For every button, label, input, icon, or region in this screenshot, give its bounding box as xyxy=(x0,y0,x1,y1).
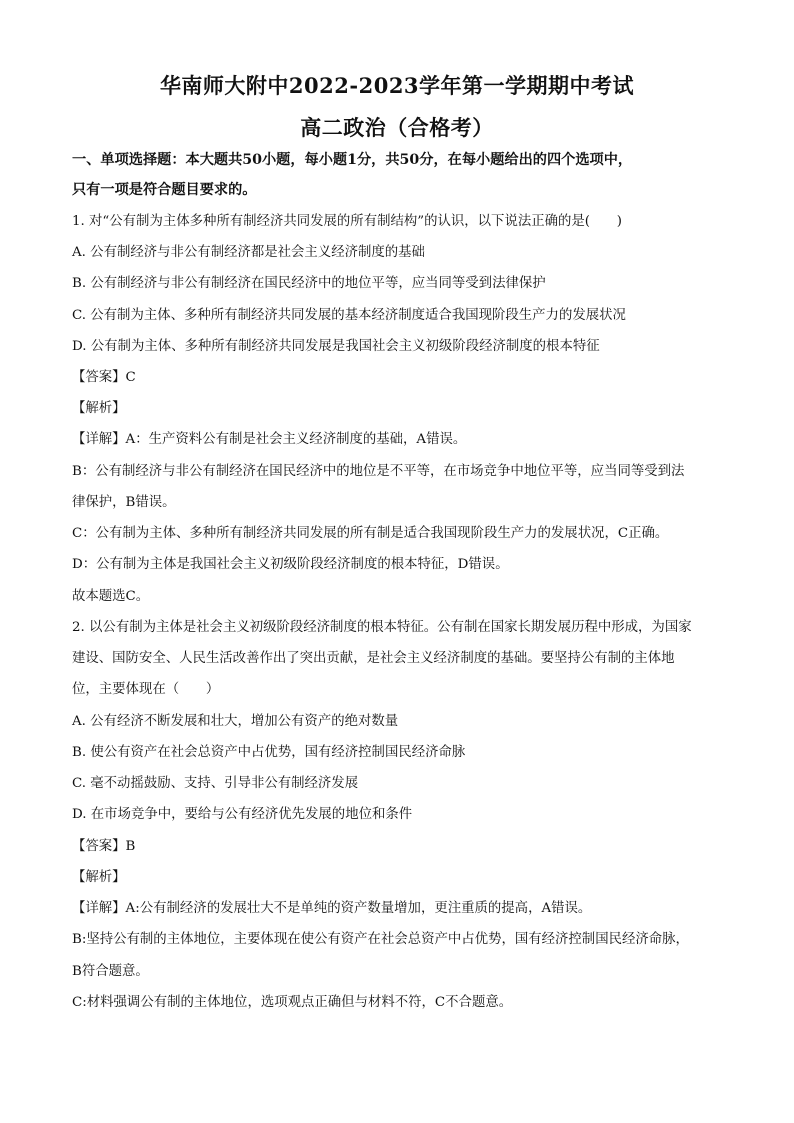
q2-detail-c: C:材料强调公有制的主体地位，选项观点正确但与材料不符，C不合题意。 xyxy=(72,995,513,1010)
q2-option-b: B. 使公有资产在社会总资产中占优势，国有经济控制国民经济命脉 xyxy=(72,745,466,760)
q2-stem-line3: 位，主要体现在（ ） xyxy=(72,682,220,697)
q1-stem: 1. 对“公有制为主体多种所有制经济共同发展的所有制结构”的认识，以下说法正确的是( ) xyxy=(72,214,623,229)
page-title: 华南师大附中2022-2023学年第一学期期中考试 xyxy=(159,73,635,98)
q2-answer: 【答案】B xyxy=(72,839,136,854)
q1-answer: 【答案】C xyxy=(72,370,136,385)
q1-option-d: D. 公有制为主体、多种所有制经济共同发展是我国社会主义初级阶段经济制度的根本特征 xyxy=(72,339,600,354)
q1-detail-a: 【详解】A：生产资料公有制是社会主义经济制度的基础，A错误。 xyxy=(72,432,467,447)
q2-analysis-label: 【解析】 xyxy=(72,870,126,885)
q1-option-c: C. 公有制为主体、多种所有制经济共同发展的基本经济制度适合我国现阶段生产力的发展状况 xyxy=(72,308,626,323)
q1-option-a: A. 公有制经济与非公有制经济都是社会主义经济制度的基础 xyxy=(72,245,425,260)
q2-detail-b-line2: B符合题意。 xyxy=(72,964,149,979)
section-heading-line1: 一、单项选择题：本大题共50小题，每小题1分，共50分，在每小题给出的四个选项中， xyxy=(72,152,633,168)
q2-detail-a: 【详解】A:公有制经济的发展壮大不是单纯的资产数量增加，更注重质的提高，A错误。 xyxy=(72,901,592,916)
q1-detail-c: C：公有制为主体、多种所有制经济共同发展的所有制是适合我国现阶段生产力的发展状况，C正确。 xyxy=(72,526,669,541)
q1-option-b: B. 公有制经济与非公有制经济在国民经济中的地位平等，应当同等受到法律保护 xyxy=(72,276,546,291)
q2-stem-line2: 建设、国防安全、人民生活改善作出了突出贡献，是社会主义经济制度的基础。要坚持公有制的主体地 xyxy=(72,651,675,666)
q1-detail-b-line1: B：公有制经济与非公有制经济在国民经济中的地位是不平等，在市场竞争中地位平等，应当同等受到法 xyxy=(72,464,685,479)
q2-option-a: A. 公有经济不断发展和壮大，增加公有资产的绝对数量 xyxy=(72,714,399,729)
q1-detail-b-line2: 律保护，B错误。 xyxy=(72,495,176,510)
section-heading-line2: 只有一项是符合题目要求的。 xyxy=(72,182,257,198)
q2-option-d: D. 在市场竞争中，要给与公有经济优先发展的地位和条件 xyxy=(72,807,413,822)
q2-option-c: C. 毫不动摇鼓励、支持、引导非公有制经济发展 xyxy=(72,776,359,791)
q1-detail-d: D：公有制为主体是我国社会主义初级阶段经济制度的根本特征，D错误。 xyxy=(72,557,509,572)
q1-analysis-label: 【解析】 xyxy=(72,401,126,416)
q2-stem-line1: 2. 以公有制为主体是社会主义初级阶段经济制度的根本特征。公有制在国家长期发展历程中形成，为国家 xyxy=(72,620,692,635)
page-subtitle: 高二政治（合格考） xyxy=(300,115,494,140)
q1-conclusion: 故本题选C。 xyxy=(72,589,150,604)
q2-detail-b-line1: B:坚持公有制的主体地位，主要体现在使公有资产在社会总资产中占优势，国有经济控制国民经济命脉， xyxy=(72,932,689,947)
